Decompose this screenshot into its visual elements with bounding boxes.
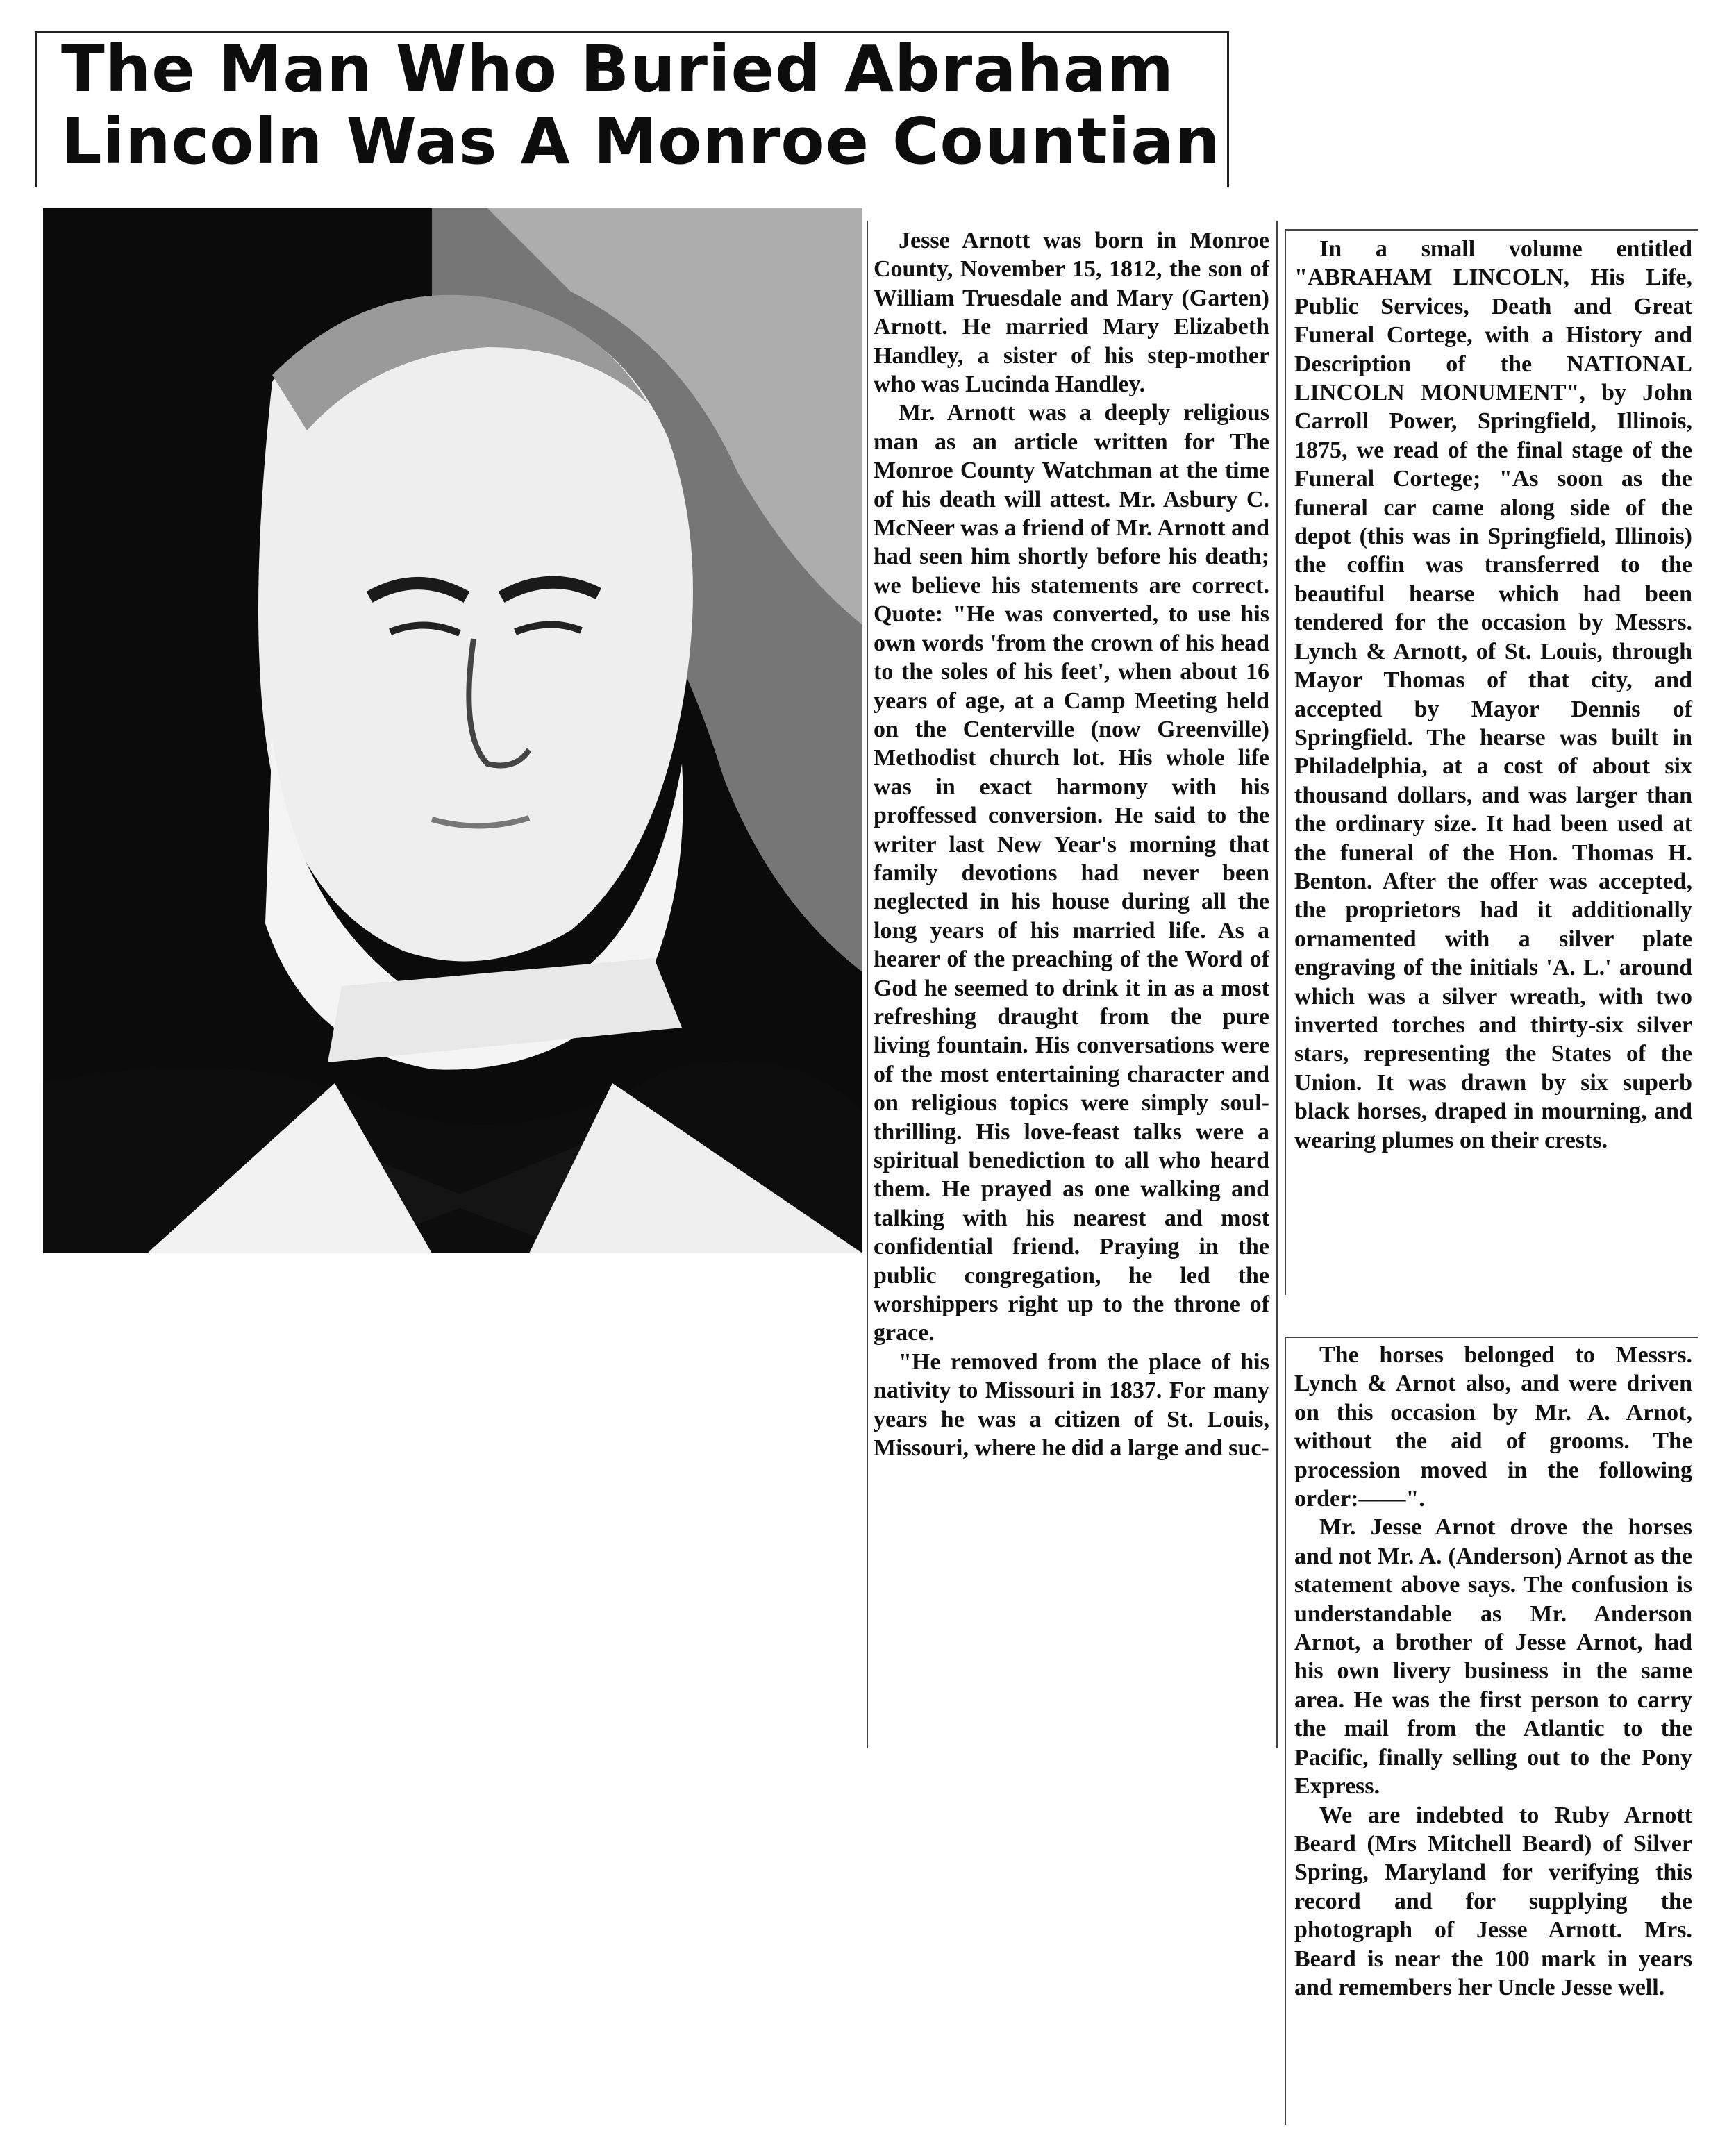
column1-paragraph: "He removed from the place of his nativity to Missouri in 1837. For many years he was a citizen of St. Louis, Missouri, where he did a large and suc- xyxy=(874,1348,1269,1462)
portrait-photo-icon xyxy=(43,208,862,1253)
column1-paragraph: Mr. Arnott was a deeply religious man as an article written for The Monroe County Watchman at the time of his death will attest. Mr. Asbury C. McNeer was a friend of Mr. Arnott and had seen him shortly before his death; we believe his statements are correct. Quote: "He was converted, to use his own words 'from the crown of his head to the soles of his feet', when about 16 years of age, at a Camp Meeting held on the Centerville (now Greenville) Methodist church lot. His whole life was in exact harmony with his proffessed conversion. He said to the writer last New Year's morning that family devotions had never been neglected in his house during all the long years of his married life. As a hearer of the preaching of the Word of God he seemed to drink it in as a most refreshing draught from the pure living fountain. His conversations were of the most entertaining character and on religious topics were simply soul-thrilling. His love-feast talks were a spiritual benediction to all who heard them. He prayed as one walking and talking with his nearest and most confidential friend. Praying in the public congregation, he led the worshippers right up to the throne of grace. xyxy=(874,400,1269,1346)
article-column-1 xyxy=(867,221,1278,1748)
column1-paragraph: Jesse Arnott was born in Monroe County, November 15, 1812, the son of William Truesdale and Mary (Garten) Arnott. He married Mary Elizabeth Handley, a sister of his step-mother who was Lucinda Handley. xyxy=(874,228,1269,398)
headline-line-2: Lincoln Was A Monroe Countian xyxy=(61,104,1221,178)
column3-paragraph: We are indebted to Ruby Arnott Beard (Mrs Mitchell Beard) of Silver Spring, Maryland for verifying this record and for supplying the photograph of Jesse Arnott. Mrs. Beard is near the 100 mark in years and remembers her Uncle Jesse well. xyxy=(1294,1802,1692,2000)
portrait-photo-icon xyxy=(43,208,862,1253)
article-column-2 xyxy=(1285,229,1698,1295)
article-column-3 xyxy=(1285,1337,1698,2125)
column3-paragraph: Mr. Jesse Arnot drove the horses and not Mr. A. (Anderson) Arnot as the statement above says. The confusion is understandable as Mr. Anderson Arnot, a brother of Jesse Arnot, had his own livery business in the same area. He was the first person to carry the mail from the Atlantic to the Pacific, finally selling out to the Pony Express. xyxy=(1294,1514,1692,1800)
headline-line-1: The Man Who Buried Abraham xyxy=(61,32,1174,106)
column3-paragraph: The horses belonged to Messrs. Lynch & Arnot also, and were driven on this occasion by Mr. A. Arnot, without the aid of grooms. The procession moved in the following order:——". xyxy=(1294,1342,1692,1512)
column2-paragraph: In a small volume entitled "ABRAHAM LINCOLN, His Life, Public Services, Death and Great Funeral Cortege, with a History and Description of the NATIONAL LINCOLN MONUMENT", by John Carroll Power, Springfield, Illinois, 1875, we read of the final stage of the Funeral Cortege; "As soon as the funeral car came along side of the depot (this was in Springfield, Illinois) the coffin was transferred to the beautiful hearse which had been tendered for the occasion by Messrs. Lynch & Arnott, of St. Louis, through Mayor Thomas of that city, and accepted by Mayor Dennis of Springfield. The hearse was built in Philadelphia, at a cost of about six thousand dollars, and was larger than the ordinary size. It had been used at the funeral of the Hon. Thomas H. Benton. After the offer was accepted, the proprietors had it additionally ornamented with a silver plate engraving of the initials 'A. L.' around which was a silver wreath, with two inverted torches and thirty-six silver stars, representing the States of the Union. It was drawn by six superb black horses, draped in mourning, and wearing plumes on their crests. xyxy=(1294,236,1692,1153)
headline xyxy=(61,33,1242,178)
